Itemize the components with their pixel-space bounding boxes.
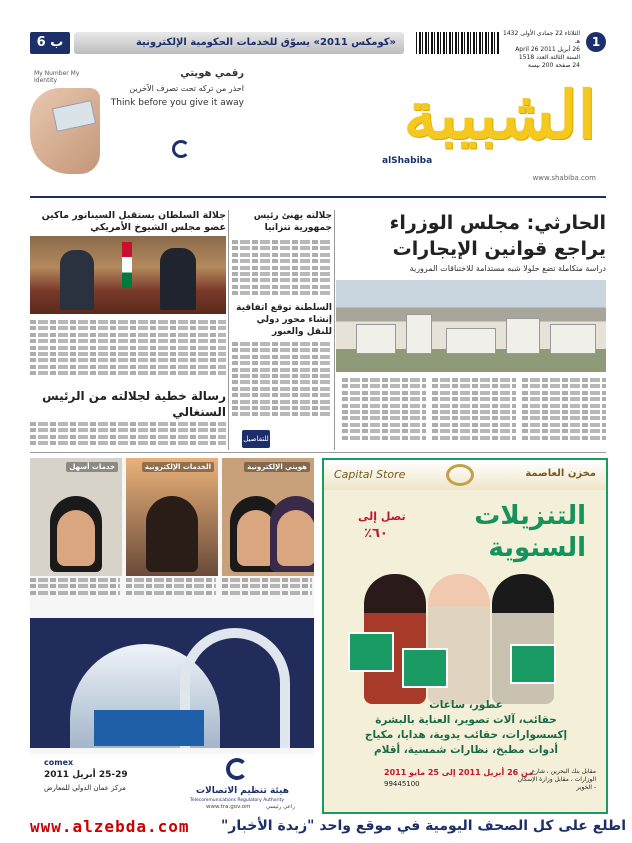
tra-url[interactable]: www.tra.gov.om [206,804,251,810]
ad-captions [30,578,314,608]
ad-panel-1-label: خدمات أسهل [66,462,118,472]
oman-flag [122,242,132,288]
comex-ad-footer [30,754,314,814]
tra-name-en: Telecommunications Regulatory Authority [190,798,285,803]
lead-body-col3 [342,378,426,440]
category-line: عطور، ساعات [429,699,503,711]
sultan-story-title[interactable]: جلالة السلطان يستقبل السيناتور ماكين عضو مجلس الشيوخ الأمريكي [41,210,226,233]
ad-panel-3 [222,458,314,576]
category-line: حقائب، آلات تصوير، العناية بالبشرة [375,714,557,726]
ad-panel-2-label: الخدمات الإلكترونية [142,462,214,472]
story-transit-title[interactable]: السلطنة توقع اتفاقية إنشاء محور دولي للنقل والعبور [236,303,332,337]
exhibition-stand-photo [30,618,314,748]
masthead-divider [30,196,606,198]
ad-panel-2 [126,458,218,576]
masthead-name-latin: alShabiba [382,156,433,166]
category-line: أدوات مطبخ، نظارات شمسية، أقلام [373,744,558,756]
lead-body-col1 [522,378,606,440]
capital-store-ad[interactable] [322,458,608,814]
barcode [416,32,500,54]
story-tanzania-title: جلالته يهنئ رئيس جمهورية تنزانيا [253,211,332,233]
store-name-en: Capital Store [334,468,406,481]
ad-panel-1 [30,458,122,576]
top-bar [24,28,612,69]
woman-figure [492,574,554,704]
person-silhouette [160,248,196,310]
letter-story-title[interactable]: رسالة خطية لجلالته من الرئيس السنغالي [42,389,226,419]
lead-photo [336,280,606,372]
ad-brand-ar: رقمي هويتي [180,68,244,79]
building-shape [406,314,432,354]
caption-1 [30,578,120,606]
sale-title [474,500,586,564]
ads-divider [30,452,606,453]
store-phone[interactable]: 99445100 [384,780,420,788]
building-shape [356,324,396,354]
face-shape [57,510,95,566]
more-link-button[interactable]: للتفاصيل [242,430,270,448]
story-tanzania-body [232,240,332,296]
masthead-name-ar: الشبيبة [403,76,596,154]
shopping-bag-icon [510,644,556,684]
building-shape [446,328,496,354]
ad-panel-3-label: هويتي الإلكترونية [244,462,310,472]
building-shape [550,324,596,354]
store-header [324,460,606,490]
authority-logo-icon [172,140,190,158]
sale-title-line1: التنزيلات [474,501,586,531]
lead-body-col2 [432,378,516,440]
lead-subtitle: دراسة متكاملة تضع حلولا شبه مستدامة للاختناقات المرورية [409,264,606,273]
story-tanzania[interactable] [232,210,332,234]
ad-slogan-ar: احذر من تركه تحت تصرف الآخرين [129,84,244,93]
dateline [500,30,580,70]
sultan-photo [30,236,226,314]
caption-3 [222,578,312,606]
newspaper-page [24,22,612,817]
person-silhouette [60,250,94,310]
promo-url[interactable]: www.alzebda.com [30,817,190,836]
counter-shape [94,710,204,746]
sale-title-line2: السنوية [488,533,586,563]
edition-badge: 1 [586,32,606,52]
store-logo-icon [446,464,474,486]
comex-venue: مركز عمان الدولي للمعارض [44,784,126,792]
dateline-issue: السنة الثالثة العدد 1518 [518,54,580,61]
tra-logo-icon [226,758,248,780]
masthead-url[interactable]: www.shabiba.com [532,174,596,182]
dateline-price: 24 صفحة 200 بيسة [527,62,580,69]
masthead[interactable] [276,76,606,186]
store-branches: مقابل بنك البحرين ، شارع الوزارات ، مقابل وزارة الإسكان - الخوير [517,768,596,791]
top-headline[interactable]: «كومكس 2011» يسوّق للخدمات الحكومية الإلكترونية [74,32,404,54]
story-transit-body [232,342,332,422]
tra-sponsor-label: راعي رئيسي [266,804,296,810]
footer-promo[interactable] [6,816,626,838]
building-shape [506,318,540,354]
dateline-gregorian: 26 أبريل 2011 April 26 [515,46,580,53]
comex-logo: comex [44,758,74,767]
id-card-ad[interactable] [30,68,250,178]
store-name-ar: مخزن العاصمة [525,468,596,479]
ad-my-number: My Number My Identity [34,70,80,84]
category-line: إكسسوارات، حقائب يدوية، هدايا، مكياج [364,729,568,741]
product-categories [330,698,602,758]
promo-message: اطلع على كل الصحف اليومية في موقع واحد "زبدة الأخبار" [220,818,626,834]
discount-label: تصل إلى [358,510,406,523]
sultan-story-body [30,320,226,380]
tra-name-ar: هيئة تنظيم الاتصالات [196,786,290,796]
column-divider [228,210,229,450]
silhouette [146,496,198,572]
shopping-bag-icon [402,648,448,688]
column-divider [334,210,335,450]
sale-dates: من 26 أبريل 2011 إلى 25 مايو 2011 [384,768,534,777]
comex-dates: 25-29 أبريل 2011 [44,770,128,780]
letter-story-body [30,422,226,452]
caption-2 [126,578,216,606]
lead-title-line2: يراجع قوانين الإيجارات [392,238,606,260]
face-shape [277,510,314,566]
discount-value: ٦٠٪ [364,526,388,541]
section-page-badge[interactable]: ب 6 [30,32,70,54]
ad-slogan-en: Think before you give it away [110,98,244,108]
dateline-hijri: الثلاثاء 22 جمادى الأولى 1432 هـ [503,30,580,45]
shopping-bag-icon [348,632,394,672]
comex-ad[interactable] [30,458,314,814]
lead-title-line1: الحارثي: مجلس الوزراء [389,212,606,234]
lead-story[interactable] [336,210,606,273]
